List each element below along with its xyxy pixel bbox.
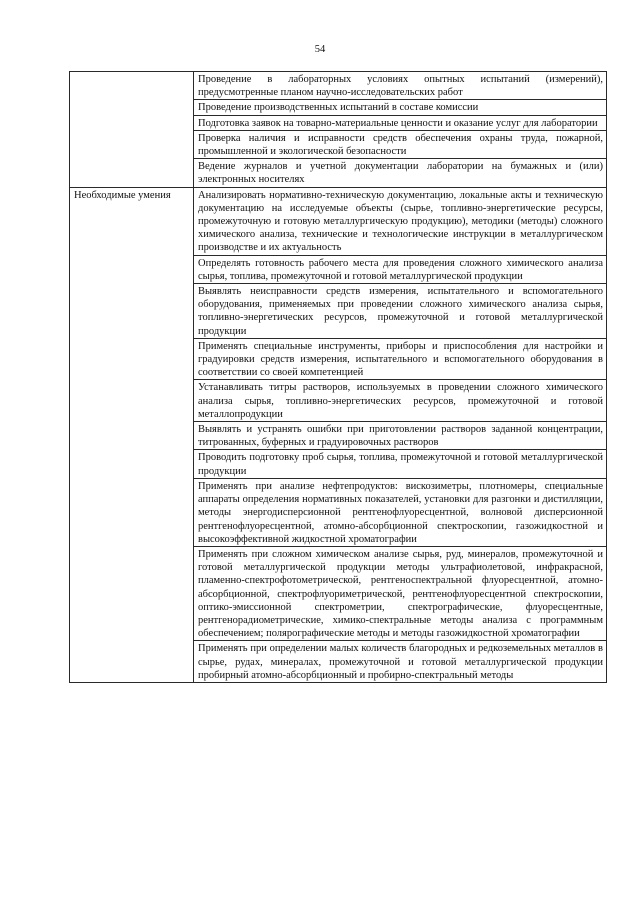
label-cell-empty	[70, 422, 194, 450]
table-row	[70, 450, 607, 478]
table-row	[70, 115, 607, 130]
labor-action-cell: Проведение производственных испытаний в составе комиссии	[194, 100, 607, 115]
skill-cell: Применять при определении малых количеств благородных и редкоземельных металлов в сырье, рудах, минералах, промежуточной и готовой металлургической продукции пробирный атомно-абсорбционный и пробирно-спектральный методы	[194, 641, 607, 683]
labor-action-cell: Подготовка заявок на товарно-материальные ценности и оказание услуг для лаборатории	[194, 115, 607, 130]
table-row	[70, 380, 607, 422]
table-row	[70, 130, 607, 158]
labor-action-cell: Проверка наличия и исправности средств обеспечения охраны труда, пожарной, промышленной и экологической безопасности	[194, 130, 607, 158]
table-row	[70, 338, 607, 380]
skill-cell: Выявлять неисправности средств измерения, испытательного и вспомогательного оборудования, применяемых при проведении сложного химического анализа сырья, топливно-энергетических ресурсов, промежуточной и готовой металлургической продукции	[194, 284, 607, 339]
label-cell-empty	[70, 338, 194, 380]
skill-cell: Определять готовность рабочего места для проведения сложного химического анализа сырья, топлива, промежуточной и готовой металлургической продукции	[194, 255, 607, 283]
label-cell-empty	[70, 546, 194, 640]
label-cell-empty	[70, 478, 194, 546]
page-number: 54	[314, 44, 326, 55]
table-row	[70, 478, 607, 546]
label-cell-empty	[70, 284, 194, 339]
label-cell-empty	[70, 255, 194, 283]
label-cell-empty	[70, 115, 194, 130]
skill-cell: Устанавливать титры растворов, используемых в проведении сложного химического анализа сырья, топливно-энергетических ресурсов, промежуточной и готовой металлопродукции	[194, 380, 607, 422]
table-row	[70, 641, 607, 683]
label-cell-empty	[70, 130, 194, 158]
skill-cell: Применять при сложном химическом анализе сырья, руд, минералов, промежуточной и готовой металлургической продукции методы ультрафиолетовой, инфракрасной, пламенно-спектрофотометрической, рентгеноспектральной флуоресцентной, атомно-абсорбционной, спектрофлуориметрической, рентгенофлуоресцентной спектроскопии, оптико-эмиссионной спектрометрии, спектрографические, флуоресцентные, рентгенорадиометрические, химико-спектральные методы анализа с программным обеспечением; полярографические методы и методы газожидкостной хроматографии	[194, 546, 607, 640]
table-row	[70, 187, 607, 255]
skill-cell: Применять при анализе нефтепродуктов: вискозиметры, плотномеры, специальные аппараты определения нормативных показателей, установки для разгонки и дистилляции, методы энергодисперсионной рентгенофлуоресцентной, волновой дисперсионной рентгенофлуоресцентной, атомно-абсорбционной спектроскопии, газожидкостной и высокоэффективной жидкостной хроматографии	[194, 478, 607, 546]
skill-cell: Применять специальные инструменты, приборы и приспособления для настройки и градуировки средств измерения, испытательного и вспомогательного оборудования в соответствии со своей компетенцией	[194, 338, 607, 380]
labor-action-cell: Ведение журналов и учетной документации лаборатории на бумажных и (или) электронных носителях	[194, 159, 607, 187]
skills-label: Необходимые умения	[70, 187, 194, 255]
label-cell-empty	[70, 641, 194, 683]
label-cell-empty	[70, 100, 194, 115]
skill-cell: Проводить подготовку проб сырья, топлива, промежуточной и готовой металлургической продукции	[194, 450, 607, 478]
label-cell-empty	[70, 159, 194, 187]
table-row	[70, 284, 607, 339]
labor-action-cell: Проведение в лабораторных условиях опытных испытаний (измерений), предусмотренные планом научно-исследовательских работ	[194, 72, 607, 100]
table-row	[70, 159, 607, 187]
label-cell-empty	[70, 380, 194, 422]
skills-table	[69, 71, 607, 683]
table-row	[70, 100, 607, 115]
table-row	[70, 255, 607, 283]
skill-cell: Анализировать нормативно-техническую документацию, локальные акты и техническую документацию на исследуемые объекты (сырье, топливно-энергетические ресурсы, промежуточную и готовую металлургическую продукцию), методики (методы) сложного химического анализа, технические и технологические инструкции в металлургическом производстве и их актуальность	[194, 187, 607, 255]
table-row	[70, 422, 607, 450]
skill-cell: Выявлять и устранять ошибки при приготовлении растворов заданной концентрации, титрованных, буферных и градуировочных растворов	[194, 422, 607, 450]
table-row	[70, 72, 607, 100]
table-row	[70, 546, 607, 640]
label-cell-empty	[70, 72, 194, 100]
label-cell-empty	[70, 450, 194, 478]
